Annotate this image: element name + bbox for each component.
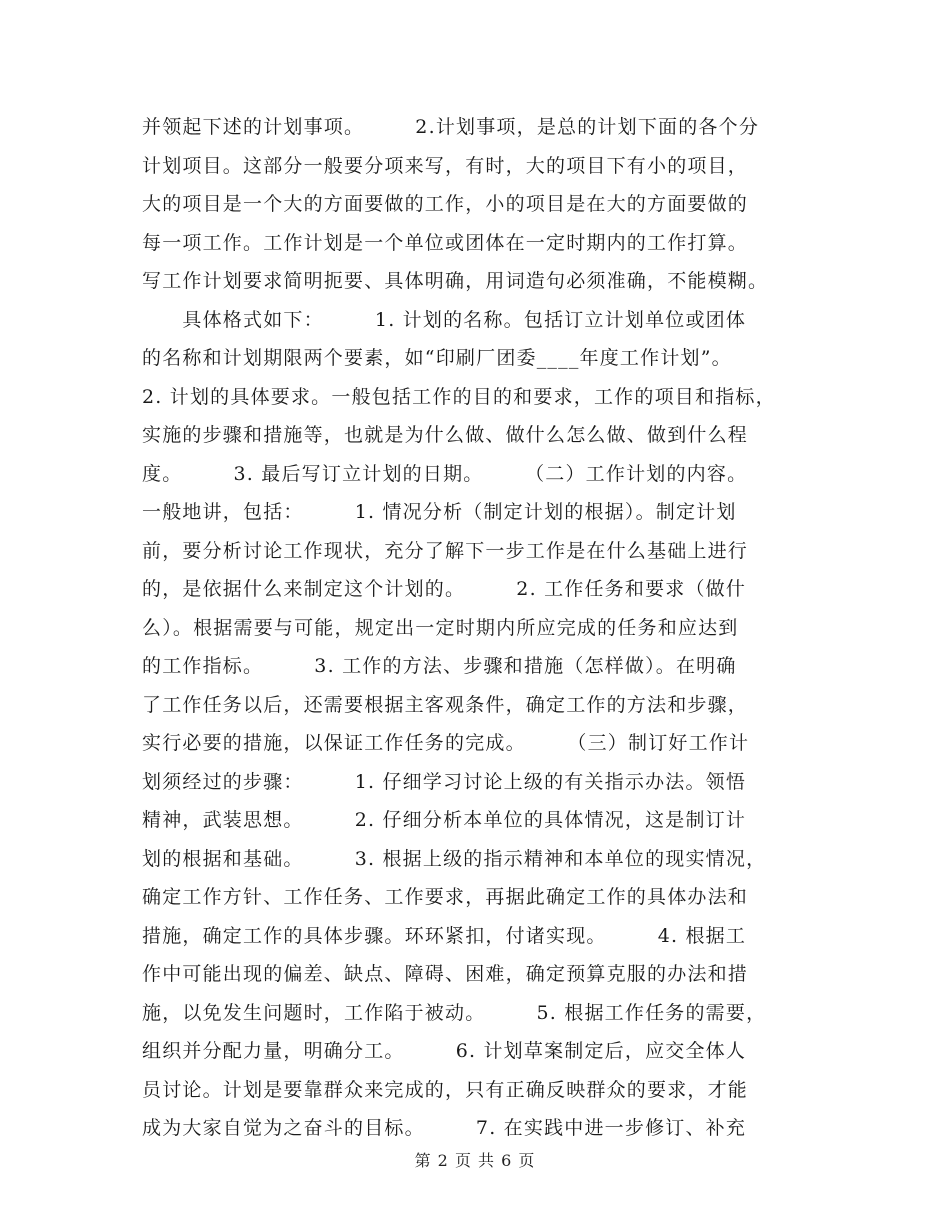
text-line: 施，以免发生问题时，工作陷于被动。 5. 根据工作任务的需要， [142, 1001, 767, 1024]
text-line: 写工作计划要求简明扼要、具体明确，用词造句必须准确，不能模糊。 [142, 270, 769, 292]
text-line: 成为大家自觉为之奋斗的目标。 7. 在实践中进一步修订、补充 [142, 1117, 747, 1139]
text-line: 划的根据和基础。 3. 根据上级的指示精神和本单位的现实情况， [142, 847, 767, 870]
text-line: 措施，确定工作的具体步骤。环环紧扣，付诸实现。 4. 根据工 [142, 924, 747, 947]
text-line: 员讨论。计划是要靠群众来完成的，只有正确反映群众的要求，才能 [142, 1078, 749, 1101]
text-line: 大的项目是一个大的方面要做的工作，小的项目是在大的方面要做的 [142, 193, 749, 215]
text-line: 实施的步骤和措施等，也就是为什么做、做什么怎么做、做到什么程 [142, 424, 749, 446]
text-line: 组织并分配力量，明确分工。 6. 计划草案制定后，应交全体人 [142, 1040, 747, 1062]
text-line: 的，是依据什么来制定这个计划的。 2. 工作任务和要求（做什 [142, 578, 747, 600]
text-line: 具体格式如下： 1. 计划的名称。包括订立计划单位或团体 [142, 308, 747, 331]
page-number-footer: 第 2 页 共 6 页 [414, 1151, 536, 1170]
text-line: 前，要分析讨论工作现状，充分了解下一步工作是在什么基础上进行 [142, 539, 749, 562]
text-line: 确定工作方针、工作任务、工作要求，再据此确定工作的具体办法和 [142, 886, 749, 908]
text-line: 计划项目。这部分一般要分项来写，有时，大的项目下有小的项目， [142, 154, 749, 177]
text-line: 度。 3. 最后写订立计划的日期。 （二）工作计划的内容。 [142, 462, 748, 485]
text-line: 的名称和计划期限两个要素，如“印刷厂团委____年度工作计划”。 [142, 347, 732, 369]
text-line: 每一项工作。工作计划是一个单位或团体在一定时期内的工作打算。 [142, 231, 749, 254]
text-line: 2. 计划的具体要求。一般包括工作的目的和要求，工作的项目和指标， [142, 385, 776, 408]
text-line: 精神，武装思想。 2. 仔细分析本单位的具体情况，这是制订计 [142, 809, 747, 831]
text-line: 实行必要的措施，以保证工作任务的完成。 （三）制订好工作计 [142, 732, 750, 754]
text-line: 作中可能出现的偏差、缺点、障碍、困难，确定预算克服的办法和措 [142, 963, 749, 985]
text-line: 么）。根据需要与可能，规定出一定时期内所应完成的任务和应达到 [142, 616, 739, 639]
body-text [142, 108, 822, 1148]
text-line: 并领起下述的计划事项。 2.计划事项，是总的计划下面的各个分 [142, 116, 760, 138]
text-line: 的工作指标。 3. 工作的方法、步骤和措施（怎样做）。在明确 [142, 655, 737, 677]
text-line: 一般地讲，包括： 1. 情况分析（制定计划的根据）。制定计划 [142, 501, 737, 523]
text-line: 了工作任务以后，还需要根据主客观条件，确定工作的方法和步骤， [142, 693, 749, 716]
text-line: 划须经过的步骤： 1. 仔细学习讨论上级的有关指示办法。领悟 [142, 770, 747, 793]
